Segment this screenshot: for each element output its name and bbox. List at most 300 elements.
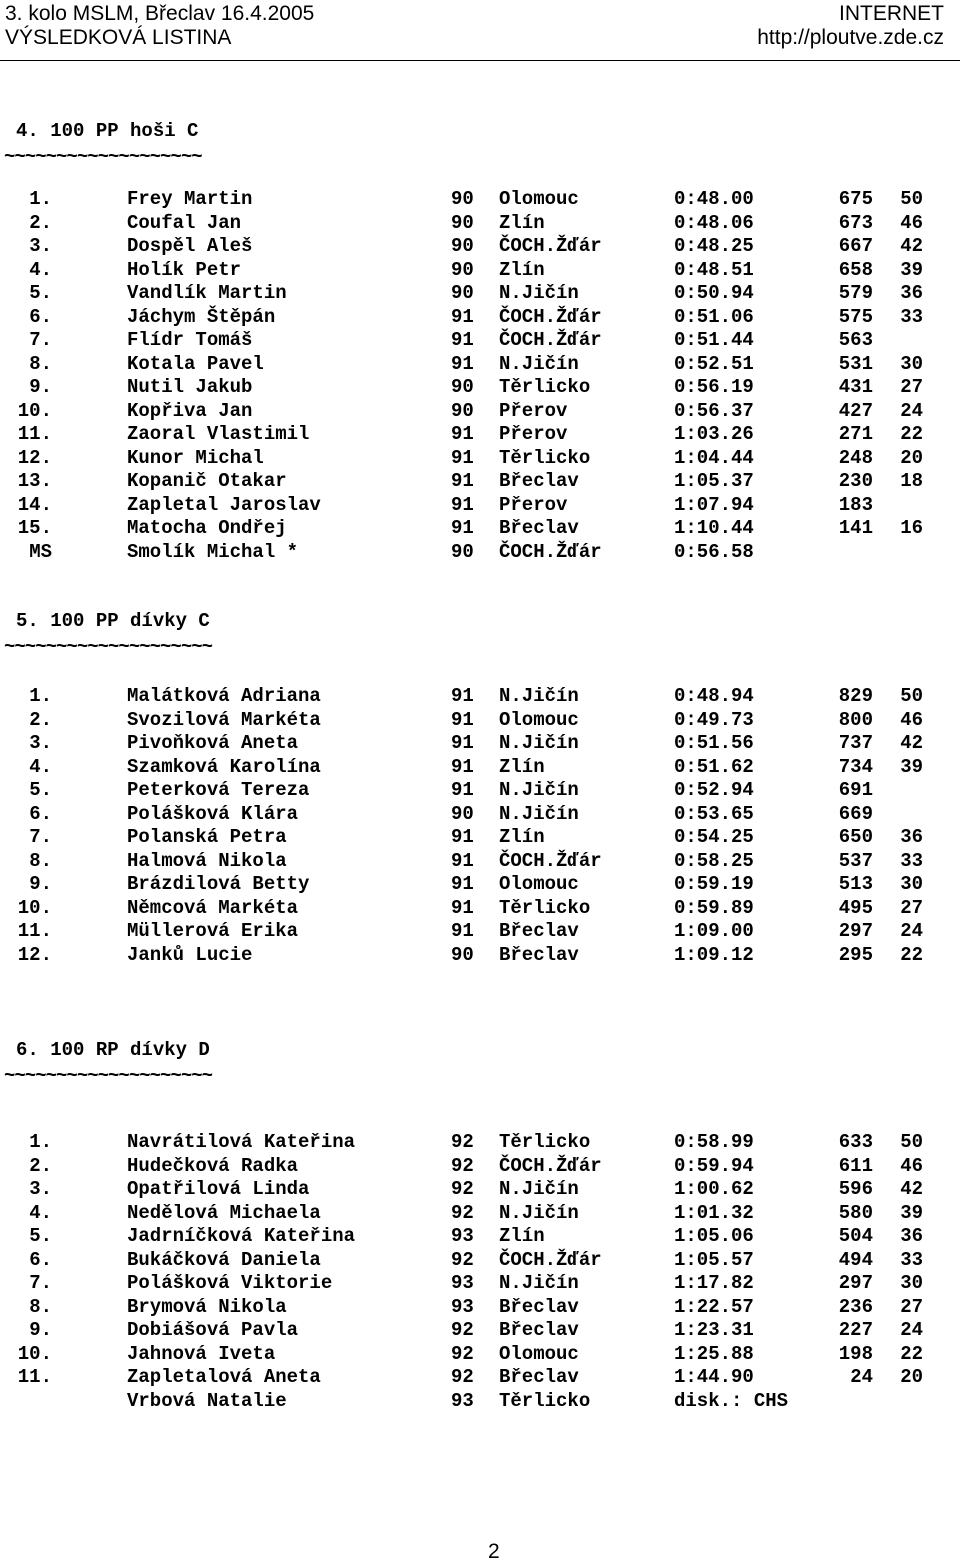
result-time: 0:51.56 (674, 732, 754, 754)
result-time: 1:09.00 (674, 920, 754, 942)
result-year: 93 (451, 1272, 474, 1294)
result-rank: 15. (17, 517, 52, 539)
result-points: 295 (838, 943, 873, 966)
result-time: 1:09.12 (674, 943, 754, 966)
result-year: 91 (451, 685, 474, 707)
result-points: 297 (838, 1272, 873, 1294)
result-name: Bukáčková Daniela (127, 1248, 321, 1271)
result-score: 42 (900, 235, 923, 257)
result-row (0, 1366, 960, 1389)
result-row (0, 212, 960, 235)
result-time: 0:59.89 (674, 896, 754, 919)
result-club: Olomouc (499, 1342, 579, 1365)
result-time: 1:03.26 (674, 423, 754, 445)
result-score: 50 (900, 1131, 923, 1153)
result-year: 90 (451, 540, 474, 563)
result-year: 92 (451, 1248, 474, 1271)
result-name: Jáchym Štěpán (127, 305, 276, 328)
result-year: 93 (451, 1295, 474, 1318)
result-club: N.Jičín (499, 685, 579, 707)
result-club: Těrlicko (499, 1131, 591, 1153)
result-time: 1:17.82 (674, 1272, 754, 1294)
result-rank: 2. (29, 211, 52, 234)
result-points: 297 (838, 920, 873, 942)
result-row (0, 376, 960, 399)
result-name: Malátková Adriana (127, 685, 321, 707)
result-club: Břeclav (499, 1295, 579, 1318)
result-rank: 14. (17, 493, 52, 516)
result-score: 39 (900, 755, 923, 778)
result-year: 90 (451, 399, 474, 422)
result-row (0, 756, 960, 779)
result-name: Kopřiva Jan (127, 399, 253, 422)
page-header (0, 0, 960, 60)
result-time: disk.: CHS (674, 1389, 789, 1412)
result-points: 575 (838, 305, 873, 328)
result-rank: 9. (29, 1319, 52, 1341)
result-club: Zlín (499, 826, 545, 848)
result-time: 0:48.94 (674, 685, 754, 707)
result-club: Těrlicko (499, 446, 591, 469)
result-points: 183 (838, 493, 873, 516)
result-score: 16 (900, 517, 923, 539)
result-year: 93 (451, 1389, 474, 1412)
result-score: 42 (900, 1178, 923, 1200)
result-club: N.Jičín (499, 802, 579, 825)
result-points: 230 (838, 470, 873, 492)
result-time: 1:07.94 (674, 493, 754, 516)
result-score: 33 (900, 849, 923, 872)
result-time: 0:52.51 (674, 352, 754, 375)
result-points: 24 (850, 1366, 873, 1388)
result-club: Těrlicko (499, 1389, 591, 1412)
result-club: N.Jičín (499, 779, 579, 801)
result-points: 227 (838, 1319, 873, 1341)
result-year: 90 (451, 188, 474, 210)
result-time: 0:48.06 (674, 211, 754, 234)
result-name: Nutil Jakub (127, 376, 253, 398)
result-year: 92 (451, 1342, 474, 1365)
result-row (0, 1202, 960, 1225)
result-score: 36 (900, 1225, 923, 1247)
result-name: Jadrníčková Kateřina (127, 1225, 356, 1247)
result-time: 0:51.44 (674, 329, 754, 351)
result-rank: 7. (29, 329, 52, 351)
result-time: 1:44.90 (674, 1366, 754, 1388)
result-time: 1:05.06 (674, 1225, 754, 1247)
result-score: 46 (900, 211, 923, 234)
result-year: 91 (451, 779, 474, 801)
result-score: 22 (900, 943, 923, 966)
result-name: Polášková Viktorie (127, 1272, 333, 1294)
result-points: 271 (838, 423, 873, 445)
result-score: 42 (900, 732, 923, 754)
result-time: 0:59.19 (674, 873, 754, 895)
result-points: 431 (838, 376, 873, 398)
result-points: 563 (838, 329, 873, 351)
result-year: 91 (451, 305, 474, 328)
result-year: 92 (451, 1131, 474, 1153)
result-rank: 7. (29, 826, 52, 848)
result-score: 30 (900, 1272, 923, 1294)
result-club: Těrlicko (499, 376, 591, 398)
result-year: 91 (451, 329, 474, 351)
result-club: Přerov (499, 399, 568, 422)
result-rank: 1. (29, 685, 52, 707)
result-time: 1:22.57 (674, 1295, 754, 1318)
result-rank: 4. (29, 258, 52, 281)
header-document-title: VÝSLEDKOVÁ LISTINA (5, 26, 232, 49)
result-year: 92 (451, 1201, 474, 1224)
result-time: 0:56.58 (674, 540, 754, 563)
result-score: 24 (900, 920, 923, 942)
result-points: 800 (838, 708, 873, 731)
result-year: 91 (451, 708, 474, 731)
result-year: 91 (451, 470, 474, 492)
result-rank: 11. (17, 920, 52, 942)
result-row (0, 779, 960, 802)
section-underline: ~~~~~~~~~~~~~~~~~~~~ (4, 1065, 213, 1087)
result-club: Přerov (499, 423, 568, 445)
result-club: ČOCH.Žďár (499, 1248, 602, 1271)
result-points: 669 (838, 802, 873, 825)
result-points: 495 (838, 896, 873, 919)
result-score: 33 (900, 1248, 923, 1271)
result-row (0, 1131, 960, 1154)
result-year: 90 (451, 258, 474, 281)
result-points: 667 (838, 235, 873, 257)
result-row (0, 470, 960, 493)
result-name: Kotala Pavel (127, 352, 264, 375)
result-score: 50 (900, 685, 923, 707)
result-club: Těrlicko (499, 896, 591, 919)
result-year: 90 (451, 802, 474, 825)
header-event-title: 3. kolo MSLM, Břeclav 16.4.2005 (5, 2, 315, 25)
result-score: 36 (900, 826, 923, 848)
result-rank: 3. (29, 732, 52, 754)
result-rank: 2. (29, 708, 52, 731)
result-club: Zlín (499, 258, 545, 281)
result-score: 22 (900, 1342, 923, 1365)
result-score: 30 (900, 873, 923, 895)
result-club: Břeclav (499, 517, 579, 539)
result-time: 0:52.94 (674, 779, 754, 801)
result-score: 36 (900, 282, 923, 304)
result-time: 1:25.88 (674, 1342, 754, 1365)
result-name: Opatřilová Linda (127, 1178, 310, 1200)
result-year: 92 (451, 1154, 474, 1177)
result-time: 1:05.57 (674, 1248, 754, 1271)
result-name: Janků Lucie (127, 943, 253, 966)
result-time: 0:56.19 (674, 376, 754, 398)
result-rank: 6. (29, 305, 52, 328)
result-name: Pivoňková Aneta (127, 732, 299, 754)
result-time: 1:04.44 (674, 446, 754, 469)
result-rank: 10. (17, 399, 52, 422)
result-rank: 8. (29, 1295, 52, 1318)
result-points: 633 (838, 1131, 873, 1153)
result-year: 91 (451, 849, 474, 872)
result-time: 1:01.32 (674, 1201, 754, 1224)
result-time: 0:51.06 (674, 305, 754, 328)
result-row (0, 920, 960, 943)
result-time: 1:23.31 (674, 1319, 754, 1341)
result-name: Navrátilová Kateřina (127, 1131, 356, 1153)
result-name: Peterková Tereza (127, 779, 310, 801)
result-rank: 10. (17, 1342, 52, 1365)
result-year: 91 (451, 873, 474, 895)
result-name: Nedělová Michaela (127, 1201, 321, 1224)
result-name: Vandlík Martin (127, 282, 287, 304)
result-club: Olomouc (499, 188, 579, 210)
result-score: 39 (900, 258, 923, 281)
result-points: 427 (838, 399, 873, 422)
result-name: Szamková Karolína (127, 755, 321, 778)
result-club: ČOCH.Žďár (499, 540, 602, 563)
section-title: 6. 100 RP dívky D (16, 1039, 210, 1061)
result-club: N.Jičín (499, 352, 579, 375)
result-score: 33 (900, 305, 923, 328)
result-points: 596 (838, 1178, 873, 1200)
result-rank: 7. (29, 1272, 52, 1294)
result-points: 198 (838, 1342, 873, 1365)
result-name: Frey Martin (127, 188, 253, 210)
result-row (0, 897, 960, 920)
result-year: 90 (451, 282, 474, 304)
result-points: 737 (838, 732, 873, 754)
result-score: 39 (900, 1201, 923, 1224)
result-row (0, 1390, 960, 1413)
section-underline: ~~~~~~~~~~~~~~~~~~~ (4, 146, 202, 168)
result-club: Přerov (499, 493, 568, 516)
result-score: 20 (900, 446, 923, 469)
result-row (0, 400, 960, 423)
result-time: 0:54.25 (674, 826, 754, 848)
result-points: 531 (838, 352, 873, 375)
result-name: Kunor Michal (127, 446, 264, 469)
result-points: 658 (838, 258, 873, 281)
result-year: 90 (451, 211, 474, 234)
result-points: 691 (838, 779, 873, 801)
result-row (0, 517, 960, 540)
result-club: Olomouc (499, 708, 579, 731)
result-club: ČOCH.Žďár (499, 305, 602, 328)
result-year: 91 (451, 352, 474, 375)
result-club: N.Jičín (499, 1272, 579, 1294)
result-score: 46 (900, 708, 923, 731)
result-time: 0:48.51 (674, 258, 754, 281)
result-score: 27 (900, 896, 923, 919)
result-rank: 5. (29, 779, 52, 801)
result-name: Halmová Nikola (127, 849, 287, 872)
result-name: Brymová Nikola (127, 1295, 287, 1318)
result-club: N.Jičín (499, 1201, 579, 1224)
result-rank: 4. (29, 755, 52, 778)
result-row (0, 1225, 960, 1248)
result-club: ČOCH.Žďár (499, 235, 602, 257)
result-year: 90 (451, 943, 474, 966)
result-rank: 1. (29, 1131, 52, 1153)
result-year: 91 (451, 896, 474, 919)
result-year: 91 (451, 826, 474, 848)
result-year: 90 (451, 235, 474, 257)
result-year: 91 (451, 920, 474, 942)
result-row (0, 850, 960, 873)
result-name: Holík Petr (127, 258, 242, 281)
result-name: Zapletal Jaroslav (127, 493, 321, 516)
result-time: 1:05.37 (674, 470, 754, 492)
result-row (0, 235, 960, 258)
result-club: Zlín (499, 211, 545, 234)
result-points: 675 (838, 188, 873, 210)
result-rank: 3. (29, 1178, 52, 1200)
result-points: 579 (838, 282, 873, 304)
result-rank: 10. (17, 896, 52, 919)
result-time: 0:50.94 (674, 282, 754, 304)
result-club: N.Jičín (499, 732, 579, 754)
result-name: Matocha Ondřej (127, 517, 287, 539)
result-rank: 12. (17, 943, 52, 966)
section-title: 5. 100 PP dívky C (16, 610, 210, 632)
result-name: Smolík Michal * (127, 540, 299, 563)
result-rank: 8. (29, 849, 52, 872)
result-club: ČOCH.Žďár (499, 329, 602, 351)
result-row (0, 259, 960, 282)
result-points: 829 (838, 685, 873, 707)
result-club: N.Jičín (499, 282, 579, 304)
result-name: Flídr Tomáš (127, 329, 253, 351)
result-name: Němcová Markéta (127, 896, 299, 919)
result-row (0, 541, 960, 564)
result-points: 650 (838, 826, 873, 848)
result-row (0, 803, 960, 826)
result-name: Coufal Jan (127, 211, 242, 234)
result-name: Vrbová Natalie (127, 1389, 287, 1412)
result-rank: 11. (17, 1366, 52, 1388)
result-year: 92 (451, 1178, 474, 1200)
result-name: Dobiášová Pavla (127, 1319, 299, 1341)
result-row (0, 685, 960, 708)
result-row (0, 732, 960, 755)
result-year: 93 (451, 1225, 474, 1247)
result-club: ČOCH.Žďár (499, 849, 602, 872)
result-points: 673 (838, 211, 873, 234)
result-name: Kopanič Otakar (127, 470, 287, 492)
result-points: 611 (838, 1154, 873, 1177)
result-rank: 13. (17, 470, 52, 492)
result-points: 494 (838, 1248, 873, 1271)
result-rank: 2. (29, 1154, 52, 1177)
result-rank: 11. (17, 423, 52, 445)
header-internet-label: INTERNET (839, 2, 944, 25)
result-row (0, 1296, 960, 1319)
result-club: Břeclav (499, 920, 579, 942)
result-row (0, 447, 960, 470)
result-time: 0:51.62 (674, 755, 754, 778)
result-points: 236 (838, 1295, 873, 1318)
result-points: 504 (838, 1225, 873, 1247)
result-club: Zlín (499, 1225, 545, 1247)
result-club: Zlín (499, 755, 545, 778)
result-club: Břeclav (499, 1366, 579, 1388)
result-time: 0:58.25 (674, 849, 754, 872)
result-name: Svozilová Markéta (127, 708, 321, 731)
result-row (0, 188, 960, 211)
result-row (0, 494, 960, 517)
result-club: ČOCH.Žďár (499, 1154, 602, 1177)
result-rank: 9. (29, 376, 52, 398)
section-title: 4. 100 PP hoši C (16, 120, 199, 142)
result-time: 0:56.37 (674, 399, 754, 422)
result-name: Dospěl Aleš (127, 235, 253, 257)
result-year: 92 (451, 1319, 474, 1341)
result-row (0, 282, 960, 305)
header-website-url: http://ploutve.zde.cz (757, 26, 944, 49)
result-row (0, 1272, 960, 1295)
result-time: 1:10.44 (674, 517, 754, 539)
result-rank: 3. (29, 235, 52, 257)
result-score: 24 (900, 1319, 923, 1341)
result-row (0, 1249, 960, 1272)
result-year: 91 (451, 732, 474, 754)
page-number: 2 (488, 1540, 500, 1563)
result-club: Olomouc (499, 873, 579, 895)
result-score: 30 (900, 352, 923, 375)
result-time: 0:49.73 (674, 708, 754, 731)
result-points: 580 (838, 1201, 873, 1224)
result-time: 0:48.00 (674, 188, 754, 210)
result-rank: 5. (29, 282, 52, 304)
result-rank: 6. (29, 802, 52, 825)
result-club: Břeclav (499, 470, 579, 492)
result-score: 27 (900, 376, 923, 398)
section-underline: ~~~~~~~~~~~~~~~~~~~~ (4, 636, 213, 658)
result-time: 0:59.94 (674, 1154, 754, 1177)
result-score: 20 (900, 1366, 923, 1388)
result-year: 91 (451, 517, 474, 539)
result-year: 91 (451, 493, 474, 516)
result-club: Břeclav (499, 943, 579, 966)
result-time: 1:00.62 (674, 1178, 754, 1200)
result-club: Břeclav (499, 1319, 579, 1341)
result-name: Polanská Petra (127, 826, 287, 848)
result-row (0, 826, 960, 849)
result-rank: 4. (29, 1201, 52, 1224)
result-name: Zaoral Vlastimil (127, 423, 310, 445)
result-row (0, 1155, 960, 1178)
result-score: 18 (900, 470, 923, 492)
result-time: 0:48.25 (674, 235, 754, 257)
result-points: 734 (838, 755, 873, 778)
result-name: Jahnová Iveta (127, 1342, 276, 1365)
result-rank: 5. (29, 1225, 52, 1247)
result-points: 537 (838, 849, 873, 872)
result-row (0, 306, 960, 329)
result-score: 22 (900, 423, 923, 445)
result-time: 0:58.99 (674, 1131, 754, 1153)
result-year: 91 (451, 423, 474, 445)
result-name: Hudečková Radka (127, 1154, 299, 1177)
result-time: 0:53.65 (674, 802, 754, 825)
result-score: 50 (900, 188, 923, 210)
result-name: Polášková Klára (127, 802, 299, 825)
result-points: 248 (838, 446, 873, 469)
result-rank: MS (29, 540, 52, 563)
header-divider (0, 60, 960, 61)
result-row (0, 709, 960, 732)
result-points: 513 (838, 873, 873, 895)
result-year: 91 (451, 755, 474, 778)
